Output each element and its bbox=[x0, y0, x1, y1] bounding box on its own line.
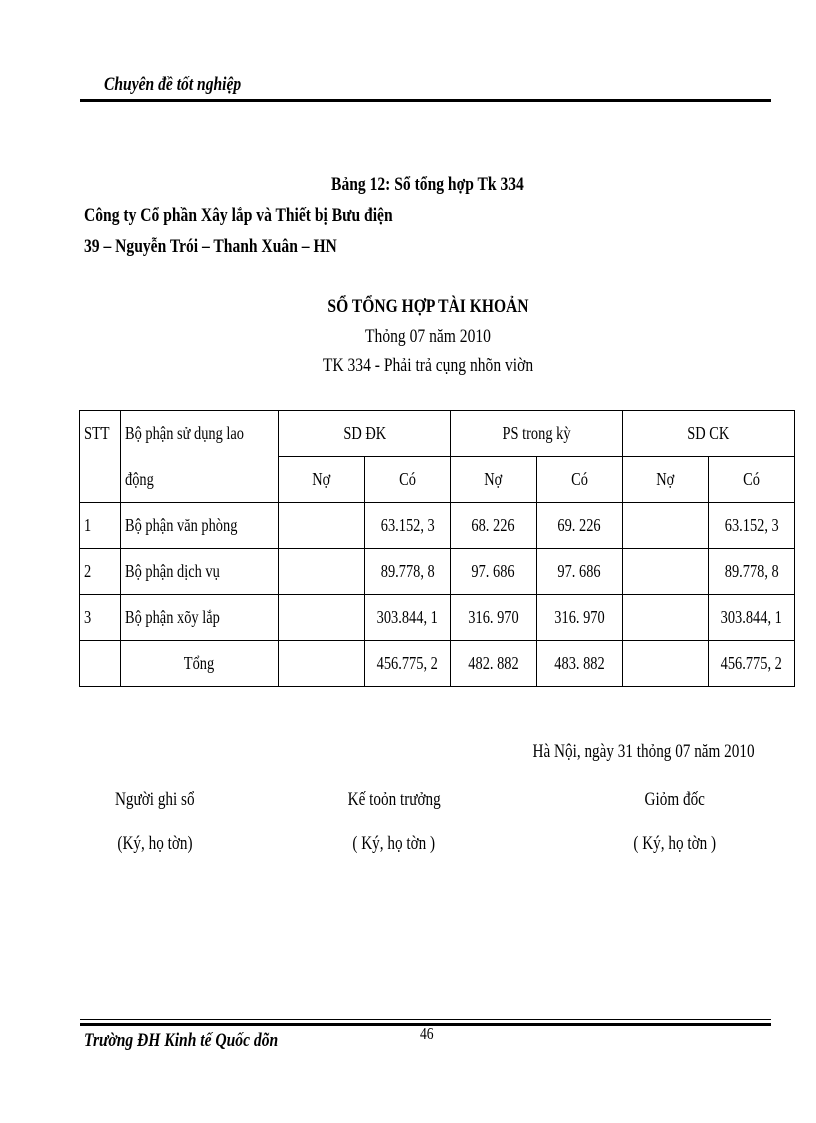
cell-dept: Bộ phận dịch vụ bbox=[121, 549, 279, 595]
header-ck-no: Nợ bbox=[622, 457, 708, 503]
table-row bbox=[80, 503, 795, 549]
cell-ps-co: 483. 882 bbox=[536, 641, 622, 687]
header-sd-ck: SD CK bbox=[622, 411, 794, 457]
table-total-row bbox=[80, 641, 795, 687]
cell-ck-no bbox=[622, 641, 708, 687]
cell-dk-co: 63.152, 3 bbox=[364, 503, 450, 549]
table-subheader-row bbox=[80, 457, 795, 503]
cell-dk-no bbox=[278, 503, 364, 549]
cell-stt: 3 bbox=[80, 595, 121, 641]
cell-ps-no: 316. 970 bbox=[450, 595, 536, 641]
accountant-note: ( Ký, họ tờn ) bbox=[352, 833, 436, 854]
cell-dept: Bộ phận xõy lắp bbox=[121, 595, 279, 641]
company-name: Công ty Cổ phần Xây lắp và Thiết bị Bưu điện bbox=[84, 205, 393, 226]
table-header-row bbox=[80, 411, 795, 457]
footer-school: Trường ĐH Kinh tế Quốc dõn bbox=[84, 1030, 279, 1051]
table-row bbox=[80, 595, 795, 641]
cell-ck-co: 89.778, 8 bbox=[708, 549, 794, 595]
cell-stt: 1 bbox=[80, 503, 121, 549]
cell-ck-co: 63.152, 3 bbox=[708, 503, 794, 549]
header-dk-co: Có bbox=[364, 457, 450, 503]
cell-total-label: Tổng bbox=[121, 641, 279, 687]
cell-ck-co: 303.844, 1 bbox=[708, 595, 794, 641]
header-dk-no: Nợ bbox=[278, 457, 364, 503]
ledger-table bbox=[79, 410, 795, 687]
cell-ps-co: 97. 686 bbox=[536, 549, 622, 595]
cell-ck-co: 456.775, 2 bbox=[708, 641, 794, 687]
company-address: 39 – Nguyễn Trói – Thanh Xuân – HN bbox=[84, 236, 337, 257]
director-title: Giỏm đốc bbox=[644, 789, 706, 810]
footer-rule-thin bbox=[80, 1019, 771, 1020]
header-rule bbox=[80, 99, 771, 102]
cell-dept: Bộ phận văn phòng bbox=[121, 503, 279, 549]
ledger-account: TK 334 - Phải trả cụng nhõn viờn bbox=[322, 355, 534, 376]
header-stt-cont bbox=[80, 457, 121, 503]
cell-dk-no bbox=[278, 549, 364, 595]
cell-dk-co: 303.844, 1 bbox=[364, 595, 450, 641]
cell-stt bbox=[80, 641, 121, 687]
header-ck-co: Có bbox=[708, 457, 794, 503]
header-sd-dk: SD ĐK bbox=[278, 411, 450, 457]
ledger-title: SỔ TỔNG HỢP TÀI KHOẢN bbox=[327, 296, 529, 317]
header-ps-no: Nợ bbox=[450, 457, 536, 503]
cell-dk-co: 456.775, 2 bbox=[364, 641, 450, 687]
recorder-note: (Ký, họ tờn) bbox=[117, 833, 193, 854]
ledger-period: Thỏng 07 năm 2010 bbox=[365, 326, 491, 347]
cell-ps-no: 482. 882 bbox=[450, 641, 536, 687]
signing-date: Hà Nội, ngày 31 thỏng 07 năm 2010 bbox=[532, 741, 755, 762]
accountant-title: Kế toỏn trưởng bbox=[347, 789, 441, 810]
table-caption: Bảng 12: Sổ tổng hợp Tk 334 bbox=[331, 174, 524, 195]
cell-ps-co: 316. 970 bbox=[536, 595, 622, 641]
header-stt: STT bbox=[80, 411, 121, 457]
header-ps: PS trong kỳ bbox=[450, 411, 622, 457]
table-row bbox=[80, 549, 795, 595]
cell-ck-no bbox=[622, 595, 708, 641]
header-dept: Bộ phận sử dụng lao bbox=[121, 411, 279, 457]
running-header-title: Chuyên đề tốt nghiệp bbox=[104, 74, 242, 95]
cell-dk-no bbox=[278, 641, 364, 687]
cell-dk-no bbox=[278, 595, 364, 641]
cell-ck-no bbox=[622, 549, 708, 595]
cell-ps-no: 97. 686 bbox=[450, 549, 536, 595]
director-note: ( Ký, họ tờn ) bbox=[633, 833, 717, 854]
header-ps-co: Có bbox=[536, 457, 622, 503]
page-number: 46 bbox=[420, 1024, 434, 1043]
header-dept-cont: động bbox=[121, 457, 279, 503]
cell-ps-no: 68. 226 bbox=[450, 503, 536, 549]
recorder-title: Người ghi sổ bbox=[115, 789, 195, 810]
cell-stt: 2 bbox=[80, 549, 121, 595]
cell-ps-co: 69. 226 bbox=[536, 503, 622, 549]
cell-ck-no bbox=[622, 503, 708, 549]
cell-dk-co: 89.778, 8 bbox=[364, 549, 450, 595]
